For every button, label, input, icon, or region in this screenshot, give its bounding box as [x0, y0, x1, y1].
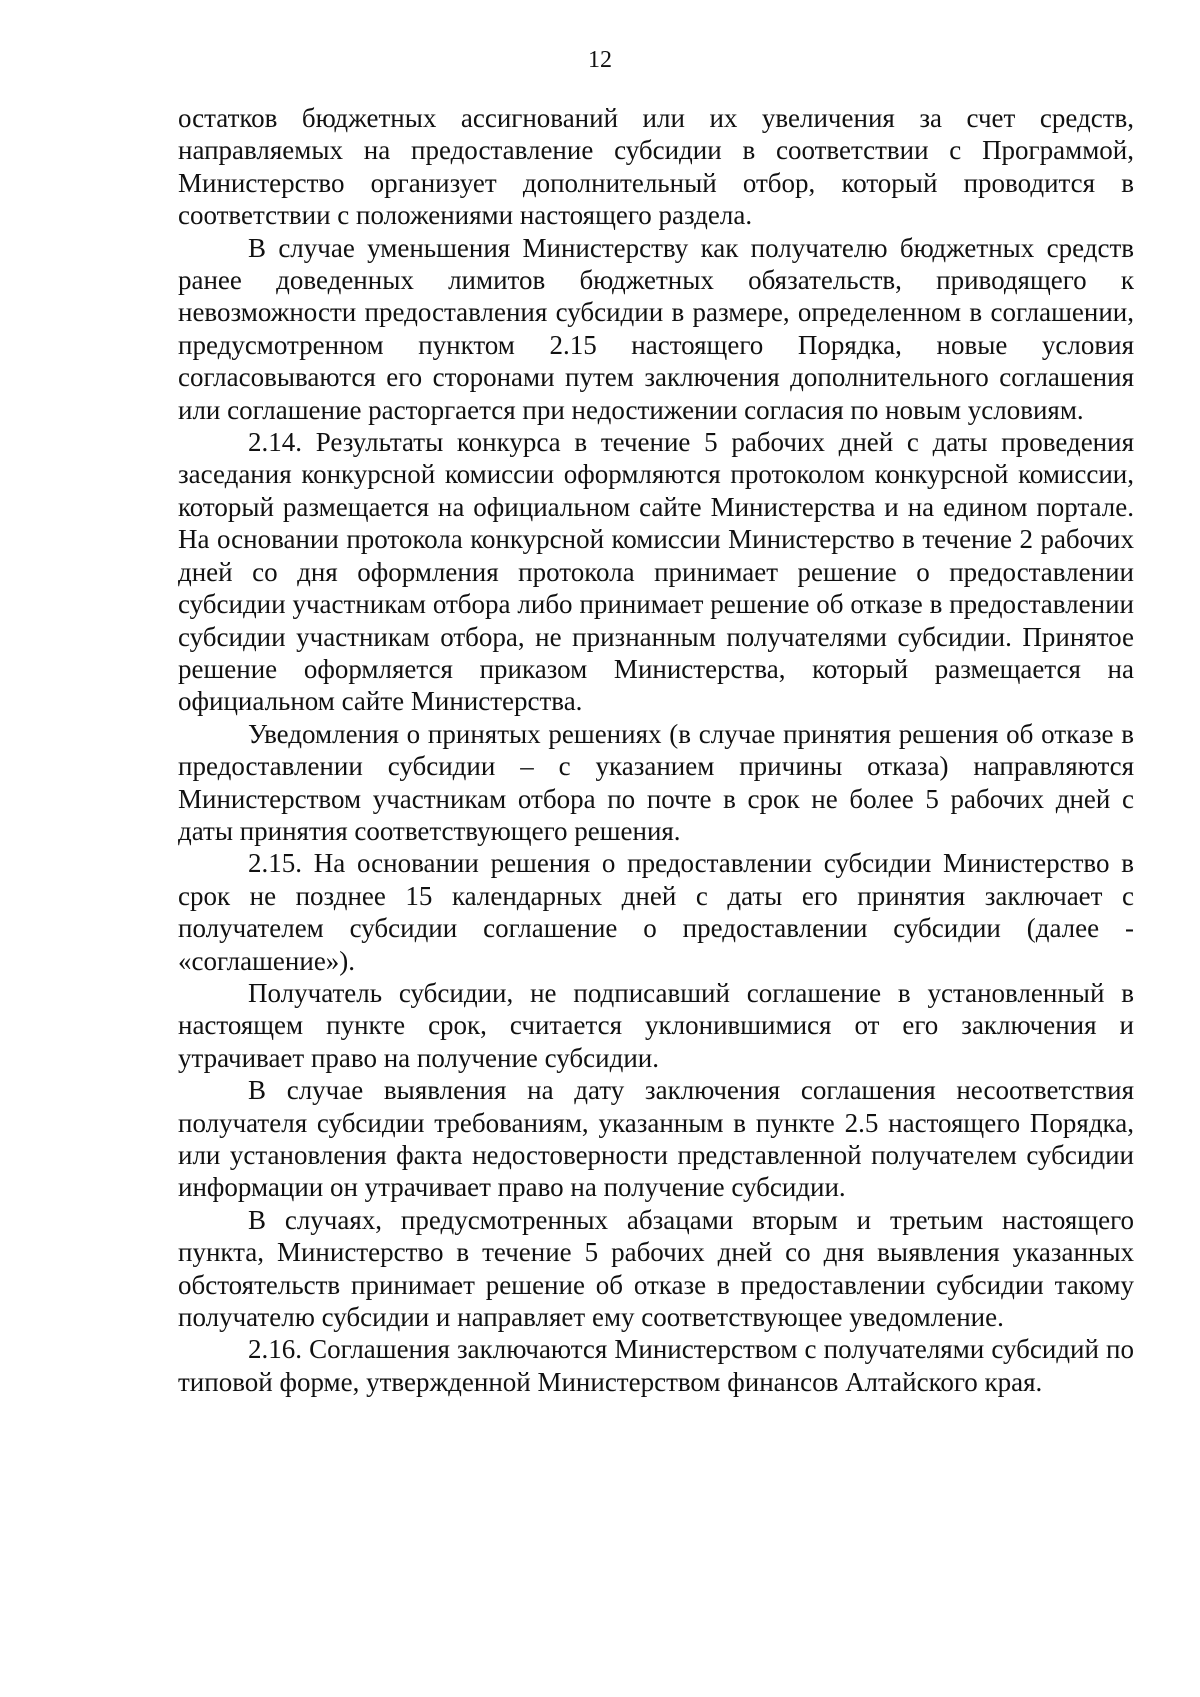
paragraph-2-14: 2.14. Результаты конкурса в течение 5 рабочих дней с даты проведения заседания конкурсной комиссии оформляются протоколом конкурсной комиссии, который размещается на официальном сайте Министерства и на едином портале. На основании протокола конкурсной комиссии Министерство в течение 2 рабочих дней со дня оформления протокола принимает решение о предоставлении субсидии участникам отбора либо принимает решение об отказе в предоставлении субсидии участникам отбора, не признанным получателями субсидии. Принятое решение оформляется приказом Министерства, который размещается на официальном сайте Министерства. — [178, 427, 1134, 717]
paragraph-2-16: 2.16. Соглашения заключаются Министерством с получателями субсидий по типовой форме, утвержденной Министерством финансов Алтайского края. — [178, 1334, 1134, 1397]
paragraph-unsigned-agreement: Получатель субсидии, не подписавший соглашение в установленный в настоящем пункте срок, считается уклонившимися от его заключения и утрачивает право на получение субсидии. — [178, 977, 1134, 1073]
document-body — [178, 102, 1134, 1398]
paragraph-2-15: 2.15. На основании решения о предоставлении субсидии Министерство в срок не позднее 15 календарных дней с даты его принятия заключает с получателем субсидии соглашение о предоставлении субсидии (далее - «соглашение»). — [178, 848, 1134, 976]
paragraph-continuation: остатков бюджетных ассигнований или их увеличения за счет средств, направляемых на предоставление субсидии в соответствии с Программой, Министерство организует дополнительный отбор, который проводится в соответствии с положениями настоящего раздела. — [178, 103, 1134, 231]
paragraph-budget-limits: В случае уменьшения Министерству как получателю бюджетных средств ранее доведенных лимитов бюджетных обязательств, приводящего к невозможности предоставления субсидии в размере, определенном в соглашении, предусмотренном пунктом 2.15 настоящего Порядка, новые условия согласовываются его сторонами путем заключения дополнительного соглашения или соглашение расторгается при недостижении согласия по новым условиям. — [178, 232, 1134, 425]
paragraph-refusal-cases: В случаях, предусмотренных абзацами вторым и третьим настоящего пункта, Министерство в течение 5 рабочих дней со дня выявления указанных обстоятельств принимает решение об отказе в предоставлении субсидии такому получателю субсидии и направляет ему соответствующее уведомление. — [178, 1204, 1134, 1333]
page-number: 12 — [588, 47, 612, 73]
paragraph-nonconformity: В случае выявления на дату заключения соглашения несоответствия получателя субсидии требованиям, указанным в пункте 2.5 настоящего Порядка, или установления факта недостоверности представленной получателем субсидии информации он утрачивает право на получение субсидии. — [178, 1075, 1134, 1203]
paragraph-notifications: Уведомления о принятых решениях (в случае принятия решения об отказе в предоставлении субсидии – с указанием причины отказа) направляются Министерством участникам отбора по почте в срок не более 5 рабочих дней с даты принятия соответствующего решения. — [178, 718, 1134, 846]
